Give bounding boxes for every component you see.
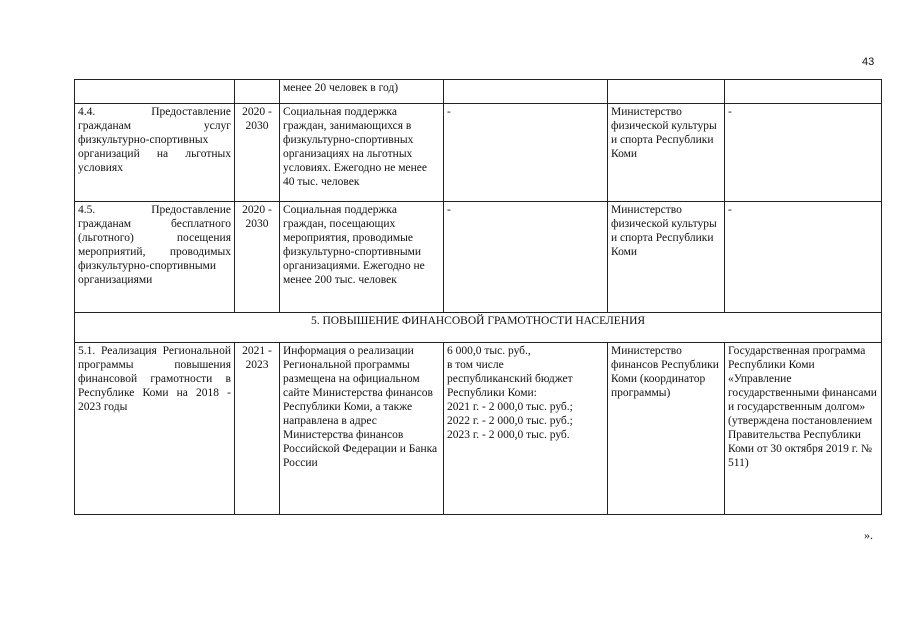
measure-cell: 4.5. Предоставление гражданам бесплатного (льготного) посещения мероприятий, проводимых физкультурно-спортивными организациями	[75, 202, 235, 313]
section-title: 5. ПОВЫШЕНИЕ ФИНАНСОВОЙ ГРАМОТНОСТИ НАСЕЛЕНИЯ	[75, 313, 882, 343]
result-cell: Социальная поддержка граждан, посещающих мероприятия, проводимые физкультурно-спортивными организациями. Ежегодно не менее 200 тыс. человек	[280, 202, 444, 313]
funding-cell: 6 000,0 тыс. руб., в том числе республиканский бюджет Республики Коми: 2021 г. - 2 000,0 тыс. руб.; 2022 г. - 2 000,0 тыс. руб.; 2023 г. - 2 000,0 тыс. руб.	[444, 343, 608, 515]
continuation-note-cell	[725, 80, 882, 104]
period-cell: 2021 - 2023	[235, 343, 280, 515]
period-cell: 2020 - 2030	[235, 202, 280, 313]
result-cell: Социальная поддержка граждан, занимающихся в физкультурно-спортивных организациях на льготных условиях. Ежегодно не менее 40 тыс. человек	[280, 104, 444, 202]
measure-cell: 5.1. Реализация Региональной программы повышения финансовой грамотности в Республике Коми на 2018 - 2023 годы	[75, 343, 235, 515]
continuation-funding-cell	[444, 80, 608, 104]
table-row-4-5	[75, 202, 882, 313]
section-heading-row	[75, 313, 882, 343]
page-number: 43	[862, 56, 875, 68]
period-cell: 2020 - 2030	[235, 104, 280, 202]
executor-cell: Министерство финансов Республики Коми (координатор программы)	[608, 343, 725, 515]
result-cell: Информация о реализации Региональной программы размещена на официальном сайте Министерства финансов Республики Коми, а также направлена в адрес Министерства финансов Российской Федерации и Банка России	[280, 343, 444, 515]
note-cell: -	[725, 104, 882, 202]
note-cell: -	[725, 202, 882, 313]
measure-cell: 4.4. Предоставление гражданам услуг физкультурно-спортивных организаций на льготных условиях	[75, 104, 235, 202]
executor-cell: Министерство физической культуры и спорта Республики Коми	[608, 104, 725, 202]
continuation-executor-cell	[608, 80, 725, 104]
measures-table	[74, 79, 882, 515]
table-row-4-4	[75, 104, 882, 202]
continuation-row	[75, 80, 882, 104]
funding-cell: -	[444, 104, 608, 202]
funding-cell: -	[444, 202, 608, 313]
note-cell: Государственная программа Республики Коми «Управление государственными финансами и государственным долгом» (утверждена постановлением Правительства Республики Коми от 30 октября 2019 г. № 511)	[725, 343, 882, 515]
continuation-period-cell	[235, 80, 280, 104]
continuation-item-cell	[75, 80, 235, 104]
executor-cell: Министерство физической культуры и спорта Республики Коми	[608, 202, 725, 313]
continuation-result-cell: менее 20 человек в год)	[280, 80, 444, 104]
table-row-5-1	[75, 343, 882, 515]
closing-quote-mark: ».	[864, 528, 873, 542]
